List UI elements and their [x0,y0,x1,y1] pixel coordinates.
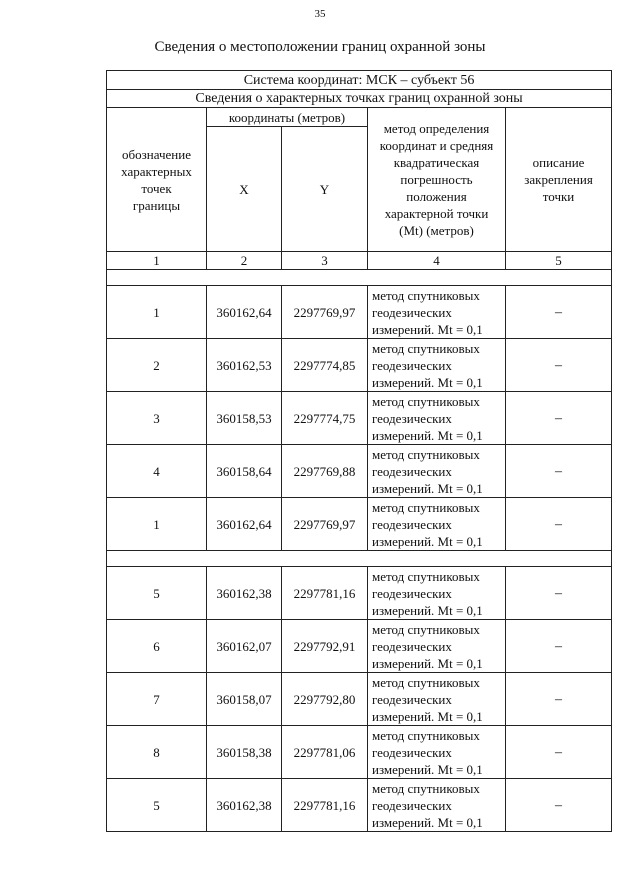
header-designation-line: точек [141,180,172,196]
y-coordinate-cell: 2297792,91 [282,620,368,673]
coordinate-system-cell: Система координат: МСК – субъект 56 [107,71,612,90]
point-number-cell: 5 [107,779,207,832]
column-index: 4 [368,252,506,270]
x-coordinate-cell: 360158,64 [207,445,282,498]
x-coordinate-cell: 360162,64 [207,286,282,339]
method-cell [368,445,506,498]
table-row [107,673,612,726]
method-cell [368,779,506,832]
method-cell [368,498,506,551]
x-coordinate-cell: 360162,38 [207,567,282,620]
header-method-line: метод определения [383,121,490,136]
method-line: метод спутниковых [372,287,480,303]
header-designation-line: границы [132,197,181,213]
description-cell: – [506,779,612,832]
y-coordinate-cell: 2297781,16 [282,779,368,832]
method-line: метод спутниковых [372,568,480,584]
document-title: Сведения о местоположении границ охранной зоны [154,39,486,55]
y-coordinate-cell: 2297781,16 [282,567,368,620]
point-number-cell: 3 [107,392,207,445]
method-line: геодезических [372,744,452,760]
description-cell: – [506,392,612,445]
method-line: измерений. Mt = 0,1 [372,321,483,337]
method-line: геодезических [372,304,452,320]
header-designation-line: характерных [121,163,192,179]
method-line: измерений. Mt = 0,1 [372,708,483,724]
description-cell: – [506,620,612,673]
point-number-cell: 7 [107,673,207,726]
method-line: измерений. Mt = 0,1 [372,761,483,777]
method-line: геодезических [372,585,452,601]
x-coordinate-cell: 360162,53 [207,339,282,392]
table-row [107,726,612,779]
header-method-line: квадратическая [393,155,480,170]
method-line: метод спутниковых [372,674,480,690]
point-number-cell: 2 [107,339,207,392]
point-number-cell: 8 [107,726,207,779]
point-number-cell: 1 [107,498,207,551]
column-index: 3 [282,252,368,270]
y-coordinate-cell: 2297769,88 [282,445,368,498]
method-line: геодезических [372,797,452,813]
boundary-points-table [106,70,612,832]
header-designation-line: обозначение [122,146,191,162]
description-cell: – [506,726,612,779]
method-line: метод спутниковых [372,621,480,637]
description-cell: – [506,339,612,392]
table-row [107,392,612,445]
y-coordinate-cell: 2297769,97 [282,498,368,551]
header-description-line: закрепления [524,172,593,187]
header-description-line: описание [532,155,585,170]
y-coordinate-cell: 2297792,80 [282,673,368,726]
description-cell: – [506,445,612,498]
x-coordinate-cell: 360158,07 [207,673,282,726]
y-coordinate-cell: 2297774,75 [282,392,368,445]
method-line: измерений. Mt = 0,1 [372,655,483,671]
method-cell [368,286,506,339]
page-number: 35 [314,8,326,20]
point-number-cell: 5 [107,567,207,620]
table-row [107,620,612,673]
method-line: измерений. Mt = 0,1 [372,427,483,443]
method-line: геодезических [372,638,452,654]
table-row [107,779,612,832]
header-description-line: точки [542,189,575,204]
description-cell: – [506,567,612,620]
method-cell [368,726,506,779]
header-method-line: (Mt) (метров) [399,223,474,238]
description-cell: – [506,673,612,726]
method-line: метод спутниковых [372,446,480,462]
method-line: геодезических [372,516,452,532]
table-row [107,567,612,620]
header-method-line: координат и средняя [379,138,494,153]
method-line: метод спутниковых [372,780,480,796]
method-cell [368,392,506,445]
x-coordinate-cell: 360162,07 [207,620,282,673]
x-coordinate-cell: 360158,53 [207,392,282,445]
point-number-cell: 6 [107,620,207,673]
y-coordinate-cell: 2297781,06 [282,726,368,779]
table-row [107,286,612,339]
method-line: геодезических [372,410,452,426]
method-line: измерений. Mt = 0,1 [372,814,483,830]
column-index: 5 [506,252,612,270]
y-coordinate-cell: 2297774,85 [282,339,368,392]
method-line: метод спутниковых [372,499,480,515]
point-number-cell: 4 [107,445,207,498]
column-index: 1 [107,252,207,270]
group-separator-row [107,551,612,567]
header-x: X [207,127,282,252]
table-row [107,339,612,392]
header-y: Y [282,127,368,252]
column-index-row [107,252,612,270]
method-cell [368,339,506,392]
characteristic-points-cell: Сведения о характерных точках границ охранной зоны [107,90,612,108]
header-method [368,108,506,252]
point-number-cell: 1 [107,286,207,339]
table-row [107,498,612,551]
method-cell [368,620,506,673]
method-cell [368,567,506,620]
method-line: измерений. Mt = 0,1 [372,602,483,618]
header-designation [107,108,207,252]
group-separator-cell [107,270,612,286]
method-line: метод спутниковых [372,340,480,356]
group-separator-cell [107,551,612,567]
group-separator-row [107,270,612,286]
x-coordinate-cell: 360158,38 [207,726,282,779]
header-coordinates: координаты (метров) [207,108,368,127]
x-coordinate-cell: 360162,38 [207,779,282,832]
method-line: метод спутниковых [372,393,480,409]
header-method-line: положения [406,189,467,204]
method-line: измерений. Mt = 0,1 [372,533,483,549]
method-line: измерений. Mt = 0,1 [372,374,483,390]
method-line: геодезических [372,463,452,479]
header-method-line: характерной точки [384,206,489,221]
x-coordinate-cell: 360162,64 [207,498,282,551]
method-cell [368,673,506,726]
column-index: 2 [207,252,282,270]
method-line: геодезических [372,691,452,707]
header-method-line: погрешность [400,172,473,187]
description-cell: – [506,286,612,339]
method-line: геодезических [372,357,452,373]
method-line: измерений. Mt = 0,1 [372,480,483,496]
method-line: метод спутниковых [372,727,480,743]
header-description [506,108,612,252]
y-coordinate-cell: 2297769,97 [282,286,368,339]
description-cell: – [506,498,612,551]
table-row [107,445,612,498]
